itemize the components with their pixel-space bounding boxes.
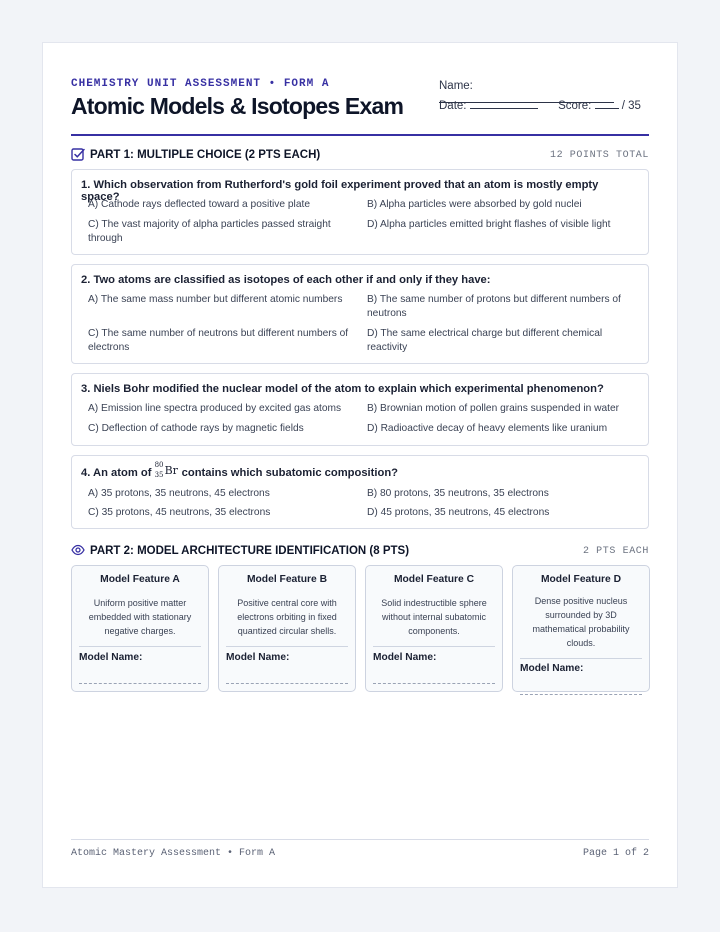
model-name-answer-line[interactable]	[520, 694, 642, 695]
question-1-option-b[interactable]: B) Alpha particles were absorbed by gold nuclei	[367, 199, 582, 210]
model-name-label: Model Name:	[79, 652, 143, 663]
model-name-answer-line[interactable]	[373, 683, 495, 684]
model-feature-description: Dense positive nucleus surrounded by 3D mathematical probability clouds.	[532, 596, 630, 648]
part2-title: PART 2: MODEL ARCHITECTURE IDENTIFICATION (8 PTS)	[90, 545, 410, 557]
isotope-atomic-number: 35	[154, 471, 164, 479]
exam-title: Atomic Models & Isotopes Exam	[71, 93, 404, 119]
score-blank[interactable]	[595, 98, 619, 109]
question-3-text: 3. Niels Bohr modified the nuclear model of the atom to explain which experimental phenomenon?	[81, 383, 604, 395]
question-3-option-d[interactable]: D) Radioactive decay of heavy elements like uranium	[367, 423, 608, 434]
question-4-text-after: contains which subatomic composition?	[181, 467, 398, 479]
model-name-answer-line[interactable]	[226, 683, 348, 684]
part1-points: 12 POINTS TOTAL	[549, 150, 649, 161]
question-card-4	[71, 455, 649, 529]
question-2-option-d[interactable]: D) The same electrical charge but different chemical reactivity	[367, 328, 603, 353]
exam-header	[71, 76, 649, 136]
question-2-option-b[interactable]: B) The same number of protons but different numbers of neutrons	[367, 294, 621, 319]
model-feature-description: Uniform positive matter embedded with stationary negative charges.	[88, 598, 192, 636]
model-card-c	[365, 565, 503, 692]
score-total: / 35	[621, 100, 641, 112]
part2-header	[71, 543, 649, 559]
model-feature-title: Model Feature B	[246, 574, 328, 585]
question-4-option-a[interactable]: A) 35 protons, 35 neutrons, 45 electrons	[88, 488, 270, 499]
question-4-option-d[interactable]: D) 45 protons, 35 neutrons, 45 electrons	[367, 507, 550, 518]
exam-page	[42, 42, 678, 888]
model-feature-description: Solid indestructible sphere without internal subatomic components.	[381, 598, 487, 636]
question-1-option-a[interactable]: A) Cathode rays deflected toward a positive plate	[88, 199, 310, 210]
question-2-text: 2. Two atoms are classified as isotopes of each other if and only if they have:	[81, 274, 491, 286]
model-feature-description: Positive central core with electrons orbiting in fixed quantized circular shells.	[237, 598, 337, 636]
score-label: Score:	[558, 100, 592, 112]
model-feature-title: Model Feature C	[393, 574, 475, 585]
model-name-label: Model Name:	[373, 652, 437, 663]
model-name-label: Model Name:	[226, 652, 290, 663]
part1-title: PART 1: MULTIPLE CHOICE (2 PTS EACH)	[90, 149, 321, 161]
question-4-text	[81, 461, 639, 479]
question-card-3	[71, 373, 649, 446]
checkbox-icon	[71, 147, 85, 161]
part2-points: 2 PTS EACH	[582, 546, 649, 557]
question-card-2	[71, 264, 649, 364]
date-blank[interactable]	[470, 98, 538, 109]
question-1-text: 1. Which observation from Rutherford's gold foil experiment proved that an atom is mostly empty space?	[81, 179, 599, 203]
question-2-option-a[interactable]: A) The same mass number but different atomic numbers	[88, 294, 343, 305]
date-score-row	[439, 98, 641, 112]
isotope-notation	[154, 461, 179, 479]
model-feature-title: Model Feature A	[100, 574, 180, 585]
part1-header	[71, 147, 649, 163]
question-4-text-before: 4. An atom of	[81, 467, 152, 479]
question-3-option-a[interactable]: A) Emission line spectra produced by excited gas atoms	[88, 403, 342, 414]
eye-icon	[71, 543, 85, 557]
model-name-label: Model Name:	[520, 663, 584, 674]
model-card-a	[71, 565, 209, 692]
question-4-option-b[interactable]: B) 80 protons, 35 neutrons, 35 electrons	[367, 488, 549, 499]
card-divider	[226, 646, 348, 647]
name-label: Name:	[439, 80, 473, 92]
model-name-answer-line[interactable]	[79, 683, 201, 684]
model-card-d	[512, 565, 650, 692]
question-3-option-b[interactable]: B) Brownian motion of pollen grains suspended in water	[367, 403, 620, 414]
model-feature-title: Model Feature D	[540, 574, 622, 585]
model-card-b	[218, 565, 356, 692]
footer-title: Atomic Mastery Assessment • Form A	[71, 848, 276, 859]
question-card-1	[71, 169, 649, 255]
question-4-option-c[interactable]: C) 35 protons, 45 neutrons, 35 electrons	[88, 507, 271, 518]
question-2-option-c[interactable]: C) The same number of neutrons but different numbers of electrons	[88, 328, 349, 353]
question-1-option-d[interactable]: D) Alpha particles emitted bright flashes of visible light	[367, 219, 611, 230]
date-label: Date:	[439, 100, 467, 112]
assessment-kicker: CHEMISTRY UNIT ASSESSMENT • FORM A	[71, 78, 330, 90]
page-number: Page 1 of 2	[582, 848, 649, 859]
card-divider	[373, 646, 495, 647]
card-divider	[520, 658, 642, 659]
isotope-symbol: Br	[164, 464, 178, 477]
page-content	[71, 43, 649, 887]
page-footer	[71, 839, 649, 859]
card-divider	[79, 646, 201, 647]
isotope-mass-number: 80	[154, 461, 164, 469]
question-1-option-c[interactable]: C) The vast majority of alpha particles passed straight through	[88, 219, 331, 244]
question-3-option-c[interactable]: C) Deflection of cathode rays by magnetic fields	[88, 423, 304, 434]
